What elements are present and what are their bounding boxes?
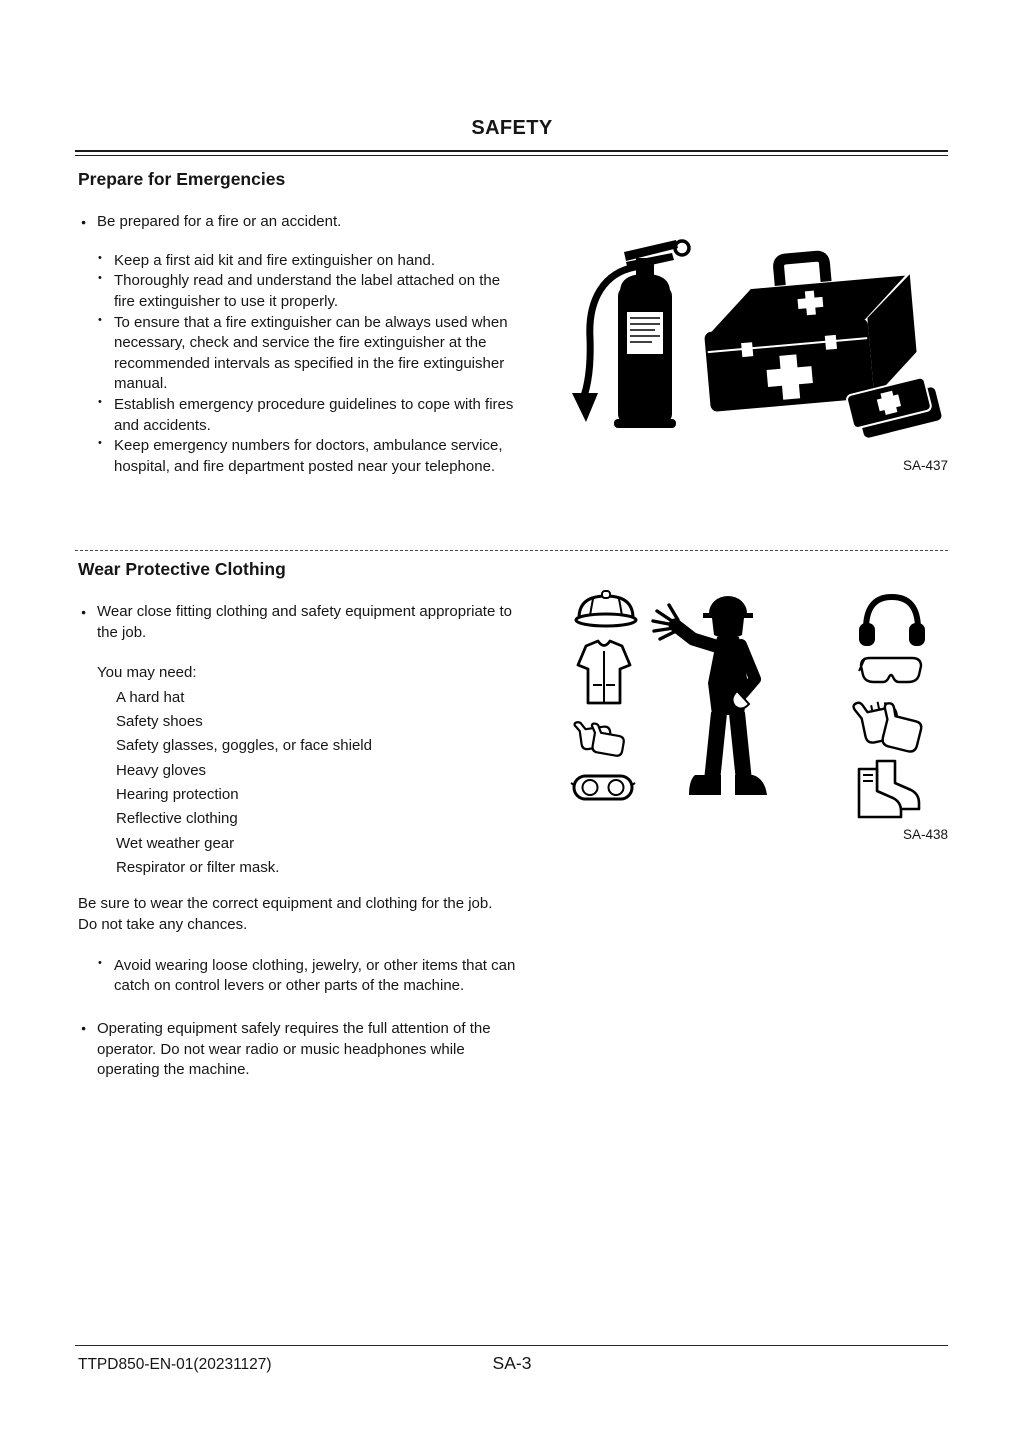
- need-item: A hard hat: [116, 688, 185, 706]
- section-wear-protective-clothing: [75, 559, 565, 1081]
- bullet-item: [78, 212, 519, 478]
- figure-protective-clothing: [563, 585, 948, 842]
- sub-bullet-text: Thoroughly read and understand the label attached on the fire extinguisher to use it properly.: [114, 272, 501, 310]
- hard-hat-icon: [576, 591, 636, 626]
- section-2-bullet-list-2: [78, 1019, 565, 1081]
- need-item: Heavy gloves: [116, 761, 207, 779]
- sub-bullet-item: [97, 956, 522, 997]
- safety-glasses-icon: [859, 658, 921, 682]
- section-1-title: Prepare for Emergencies: [78, 169, 286, 189]
- fire-extinguisher-icon: [572, 240, 689, 428]
- work-gloves-icon: [853, 695, 925, 753]
- footer-rule: [75, 1345, 948, 1346]
- caution-paragraph: Be sure to wear the correct equipment and clothing for the job. Do not take any chances.: [78, 895, 493, 933]
- need-item: Respirator or filter mask.: [116, 858, 280, 876]
- figure-caption: SA-437: [902, 458, 948, 473]
- page-number: SA-3: [492, 1353, 532, 1373]
- document-code: TTPD850-EN-01(20231127): [78, 1356, 272, 1373]
- need-item: Safety glasses, goggles, or face shield: [116, 737, 372, 755]
- sub-bullet-item: [97, 395, 519, 436]
- figure-caption: SA-438: [902, 827, 948, 842]
- figure-emergency-equipment: [560, 216, 948, 473]
- safety-boots-icon: [859, 761, 919, 817]
- ear-muffs-icon: [859, 597, 925, 646]
- need-list: [97, 686, 519, 880]
- sub-bullet-text: Avoid wearing loose clothing, jewelry, or other items that can catch on control levers or other parts of the machine.: [114, 956, 516, 995]
- sub-bullet-text: To ensure that a fire extinguisher can be always used when necessary, check and service the fire extinguisher at the recommended intervals as specified in the fire extinguisher manual.: [114, 313, 508, 393]
- section-1-sub-bullet-list: [97, 251, 519, 478]
- sub-bullet-item: [97, 313, 519, 396]
- need-intro: You may need:: [97, 664, 197, 682]
- bullet-text: Be prepared for a fire or an accident.: [97, 213, 342, 230]
- bullet-text: Wear close fitting clothing and safety equipment appropriate to the job.: [97, 603, 512, 641]
- gloves-icon: [574, 718, 626, 757]
- bullet-item: [78, 1019, 519, 1081]
- page-title: SAFETY: [471, 117, 553, 139]
- protective-clothing-illustration: [563, 585, 948, 820]
- section-2-sub-bullet-list: [97, 956, 565, 997]
- sub-bullet-text: Keep emergency numbers for doctors, ambulance service, hospital, and fire department posted near your telephone.: [114, 437, 503, 475]
- section-divider: [75, 550, 948, 551]
- sub-bullet-item: [97, 251, 519, 272]
- sub-bullet-text: Keep a first aid kit and fire extinguisher on hand.: [114, 251, 436, 269]
- safety-goggles-icon: [571, 776, 635, 799]
- sub-bullet-item: [97, 271, 519, 312]
- bullet-text: Operating equipment safely requires the full attention of the operator. Do not wear radio or music headphones while operating the machine.: [97, 1019, 491, 1079]
- safety-vest-icon: [578, 641, 630, 703]
- section-2-bullet-list: [78, 602, 565, 880]
- sub-bullet-text: Establish emergency procedure guidelines to cope with fires and accidents.: [114, 396, 514, 434]
- need-item: Hearing protection: [116, 786, 239, 804]
- need-item: Safety shoes: [116, 713, 203, 731]
- need-item: Reflective clothing: [116, 810, 238, 828]
- section-2-title: Wear Protective Clothing: [78, 559, 286, 579]
- need-item: Wet weather gear: [116, 834, 235, 852]
- bullet-item: [78, 602, 519, 880]
- section-1-bullet-list: [78, 212, 565, 478]
- worker-figure-icon: [653, 596, 767, 795]
- section-prepare-for-emergencies: [75, 169, 565, 478]
- sub-bullet-item: [97, 436, 519, 477]
- header-rule: [75, 150, 948, 156]
- emergency-equipment-illustration: [560, 216, 948, 451]
